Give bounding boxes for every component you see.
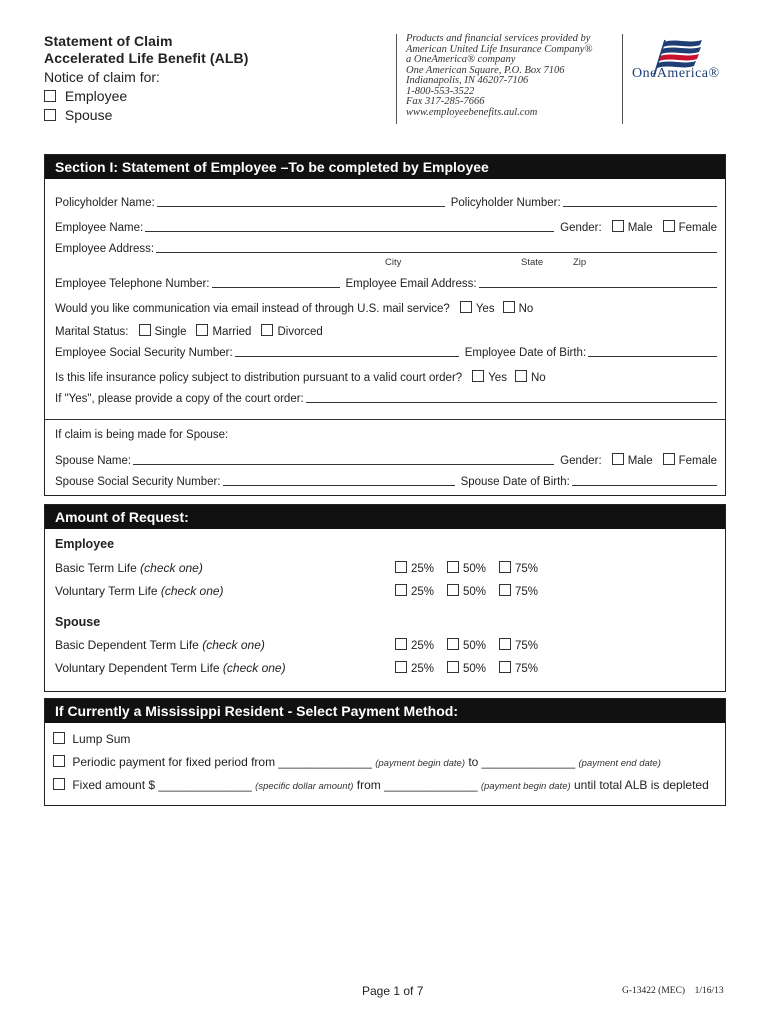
marital-status-row: [55, 324, 717, 338]
married-checkbox[interactable]: [196, 324, 208, 336]
marital-status-label: Marital Status:: [55, 326, 129, 338]
court-copy-row: [55, 393, 717, 405]
court-no-option[interactable]: [515, 370, 546, 384]
employee-address-label: Employee Address:: [55, 243, 155, 255]
policyholder-name-label: Policyholder Name:: [55, 197, 155, 209]
married-option[interactable]: [196, 324, 251, 338]
voluntary-dependent-75-option[interactable]: [499, 661, 538, 675]
state-caption: State: [521, 257, 544, 268]
basic-term-life-text: Basic Term Life: [55, 561, 137, 575]
spouse-intro-row: [55, 429, 717, 441]
spouse-ssn-field[interactable]: [223, 485, 455, 486]
email-question-label: Would you like communication via email instead of through U.S. mail service?: [55, 303, 450, 315]
yes-label: Yes: [488, 372, 507, 384]
header-divider-left: [396, 34, 397, 124]
pct-label: 75%: [515, 663, 539, 675]
lump-sum-option[interactable]: [53, 732, 130, 746]
periodic-payment-label: Periodic payment for fixed period from ______________: [72, 755, 372, 769]
voluntary-term-50-option[interactable]: [447, 584, 486, 598]
email-preference-row: [55, 301, 717, 315]
city-caption: City: [385, 257, 402, 268]
company-info: [406, 34, 616, 118]
yes-label: Yes: [475, 303, 495, 315]
spouse-male-checkbox[interactable]: [612, 453, 624, 465]
spouse-female-option[interactable]: [663, 453, 717, 467]
pct-checkbox[interactable]: [499, 638, 511, 650]
info-line: One American Square, P.O. Box 7106: [406, 64, 565, 76]
section-mississippi-payment: [44, 698, 726, 806]
page-number: Page 1 of 7: [362, 984, 424, 998]
basic-dependent-50-option[interactable]: [447, 638, 486, 652]
no-label: No: [518, 303, 534, 315]
basic-term-75-option[interactable]: [499, 561, 538, 575]
spouse-name-field[interactable]: [133, 464, 554, 465]
fixed-from-label: from ______________: [356, 778, 478, 792]
pct-checkbox[interactable]: [447, 661, 459, 673]
section1-heading: Section I: Statement of Employee –To be completed by Employee: [45, 155, 725, 179]
email-yes-checkbox[interactable]: [460, 301, 472, 313]
pct-checkbox[interactable]: [447, 584, 459, 596]
voluntary-dependent-term-life-text: Voluntary Dependent Term Life: [55, 661, 220, 675]
email-no-checkbox[interactable]: [503, 301, 515, 313]
employee-option-label: Employee: [64, 88, 128, 104]
basic-term-50-option[interactable]: [447, 561, 486, 575]
amount-employee-label: Employee: [55, 537, 115, 551]
amount-heading: Amount of Request:: [45, 505, 725, 529]
check-one-note: (check one): [202, 638, 265, 652]
policyholder-number-label: Policyholder Number:: [450, 197, 561, 209]
single-label: Single: [154, 326, 187, 338]
court-copy-field[interactable]: [306, 402, 717, 403]
fixed-amount-label: Fixed amount $ ______________: [72, 778, 252, 792]
check-one-note: (check one): [140, 561, 203, 575]
spouse-name-row: [55, 453, 717, 467]
voluntary-dependent-50-option[interactable]: [447, 661, 486, 675]
oneamerica-logo: [632, 36, 752, 86]
pct-label: 25%: [411, 563, 435, 575]
pct-checkbox[interactable]: [447, 561, 459, 573]
pct-checkbox[interactable]: [395, 584, 407, 596]
voluntary-dependent-term-life-label: [55, 661, 286, 675]
periodic-to-label: to ______________: [468, 755, 576, 769]
employee-name-field[interactable]: [145, 231, 554, 232]
employee-dob-label: Employee Date of Birth:: [464, 347, 587, 359]
payment-end-date-note: (payment end date): [578, 758, 661, 769]
spouse-male-option[interactable]: [612, 453, 653, 467]
male-label: Male: [627, 455, 653, 467]
zip-caption: Zip: [573, 257, 587, 268]
check-one-note: (check one): [222, 661, 286, 675]
spouse-ssn-label: Spouse Social Security Number:: [55, 476, 221, 488]
form-title-line1: Statement of Claim: [44, 33, 173, 49]
divorced-option[interactable]: [261, 324, 322, 338]
policyholder-number-field[interactable]: [563, 206, 717, 207]
court-order-row: [55, 370, 717, 384]
voluntary-term-25-option[interactable]: [395, 584, 434, 598]
mississippi-heading: If Currently a Mississippi Resident - Select Payment Method:: [45, 699, 725, 723]
ssn-dob-row: [55, 347, 717, 359]
contact-row: [55, 278, 717, 290]
basic-dependent-term-life-text: Basic Dependent Term Life: [55, 638, 199, 652]
employee-dob-field[interactable]: [588, 356, 717, 357]
pct-label: 75%: [515, 640, 539, 652]
pct-label: 25%: [411, 586, 435, 598]
employee-address-field[interactable]: [156, 252, 717, 253]
lump-sum-label: Lump Sum: [72, 732, 131, 746]
female-checkbox[interactable]: [663, 220, 675, 232]
until-depleted-label: until total ALB is depleted: [573, 778, 709, 792]
basic-dependent-25-option[interactable]: [395, 638, 434, 652]
pct-checkbox[interactable]: [499, 661, 511, 673]
voluntary-dependent-25-option[interactable]: [395, 661, 434, 675]
male-checkbox[interactable]: [612, 220, 624, 232]
info-line: American United Life Insurance Company®: [406, 43, 593, 55]
single-option[interactable]: [139, 324, 187, 338]
employee-name-label: Employee Name:: [55, 222, 144, 234]
section-employee-statement: [44, 154, 726, 496]
employee-name-row: [55, 220, 717, 234]
gender-label: Gender:: [560, 222, 602, 234]
spouse-female-checkbox[interactable]: [663, 453, 675, 465]
spouse-intro-label: If claim is being made for Spouse:: [55, 429, 229, 441]
pct-label: 75%: [515, 563, 539, 575]
email-no-option[interactable]: [503, 301, 534, 315]
married-label: Married: [212, 326, 252, 338]
employee-phone-label: Employee Telephone Number:: [55, 278, 210, 290]
logo-wordmark: OneAmerica®: [632, 66, 720, 81]
pct-label: 50%: [463, 586, 487, 598]
pct-checkbox[interactable]: [395, 661, 407, 673]
notice-spouse-option[interactable]: [44, 106, 112, 125]
pct-checkbox[interactable]: [395, 561, 407, 573]
periodic-payment-option[interactable]: [53, 755, 661, 769]
section-amount-of-request: [44, 504, 726, 692]
court-no-checkbox[interactable]: [515, 370, 527, 382]
info-line: Products and financial services provided by: [406, 33, 591, 44]
spouse-dob-field[interactable]: [572, 485, 717, 486]
court-question-label: Is this life insurance policy subject to distribution pursuant to a valid court order?: [55, 372, 463, 384]
section1-divider: [45, 419, 725, 420]
employee-ssn-label: Employee Social Security Number:: [55, 347, 233, 359]
employee-checkbox[interactable]: [44, 90, 56, 102]
basic-dependent-term-life-label: [55, 638, 265, 652]
single-checkbox[interactable]: [139, 324, 151, 336]
periodic-payment-checkbox[interactable]: [53, 755, 65, 767]
lump-sum-checkbox[interactable]: [53, 732, 65, 744]
pct-label: 75%: [515, 586, 539, 598]
email-yes-option[interactable]: [460, 301, 495, 315]
info-line: Fax 317-285-7666: [406, 96, 485, 107]
notice-label: Notice of claim for:: [44, 69, 160, 85]
voluntary-term-life-text: Voluntary Term Life: [55, 584, 158, 598]
specific-dollar-amount-note: (specific dollar amount): [255, 781, 354, 792]
voluntary-term-life-label: [55, 584, 224, 598]
court-yes-checkbox[interactable]: [472, 370, 484, 382]
pct-label: 25%: [411, 663, 435, 675]
pct-label: 25%: [411, 640, 435, 652]
pct-checkbox[interactable]: [499, 561, 511, 573]
spouse-checkbox[interactable]: [44, 109, 56, 121]
header-divider-right: [622, 34, 623, 124]
fixed-amount-option[interactable]: [53, 778, 709, 792]
employee-email-label: Employee Email Address:: [345, 278, 477, 290]
court-copy-label: If "Yes", please provide a copy of the court order:: [55, 393, 304, 405]
gender-male-option[interactable]: [612, 220, 653, 234]
info-line: 1-800-553-3522: [406, 85, 475, 97]
info-line: www.employeebenefits.aul.com: [406, 106, 538, 118]
voluntary-term-75-option[interactable]: [499, 584, 538, 598]
divorced-label: Divorced: [277, 326, 323, 338]
pct-checkbox[interactable]: [395, 638, 407, 650]
divorced-checkbox[interactable]: [261, 324, 273, 336]
spouse-dob-label: Spouse Date of Birth:: [460, 476, 570, 488]
fixed-begin-date-note: (payment begin date): [480, 781, 571, 792]
fixed-amount-checkbox[interactable]: [53, 778, 65, 790]
no-label: No: [530, 372, 546, 384]
notice-employee-option[interactable]: [44, 87, 127, 106]
employee-phone-field[interactable]: [212, 287, 340, 288]
basic-term-life-label: [55, 561, 203, 575]
female-label: Female: [678, 222, 717, 234]
form-code: G-13422 (MEC) 1/16/13: [622, 986, 724, 996]
employee-ssn-field[interactable]: [235, 356, 459, 357]
basic-term-25-option[interactable]: [395, 561, 434, 575]
policyholder-name-field[interactable]: [157, 206, 445, 207]
spouse-option-label: Spouse: [64, 107, 113, 123]
pct-label: 50%: [463, 640, 487, 652]
employee-address-row: [55, 243, 717, 255]
basic-dependent-75-option[interactable]: [499, 638, 538, 652]
pct-label: 50%: [463, 563, 487, 575]
employee-email-field[interactable]: [479, 287, 717, 288]
info-line: a OneAmerica® company: [406, 54, 516, 65]
court-yes-option[interactable]: [472, 370, 507, 384]
female-label: Female: [678, 455, 717, 467]
pct-checkbox[interactable]: [447, 638, 459, 650]
pct-label: 50%: [463, 663, 487, 675]
gender-female-option[interactable]: [663, 220, 717, 234]
spouse-name-label: Spouse Name:: [55, 455, 132, 467]
info-line: Indianapolis, IN 46207-7106: [406, 75, 529, 86]
spouse-gender-label: Gender:: [560, 455, 602, 467]
policyholder-row: [55, 197, 717, 209]
spouse-ssn-dob-row: [55, 476, 717, 488]
male-label: Male: [627, 222, 653, 234]
pct-checkbox[interactable]: [499, 584, 511, 596]
amount-spouse-label: Spouse: [55, 615, 101, 629]
payment-begin-date-note: (payment begin date): [375, 758, 465, 769]
check-one-note: (check one): [160, 584, 224, 598]
form-title-line2: Accelerated Life Benefit (ALB): [44, 50, 249, 66]
